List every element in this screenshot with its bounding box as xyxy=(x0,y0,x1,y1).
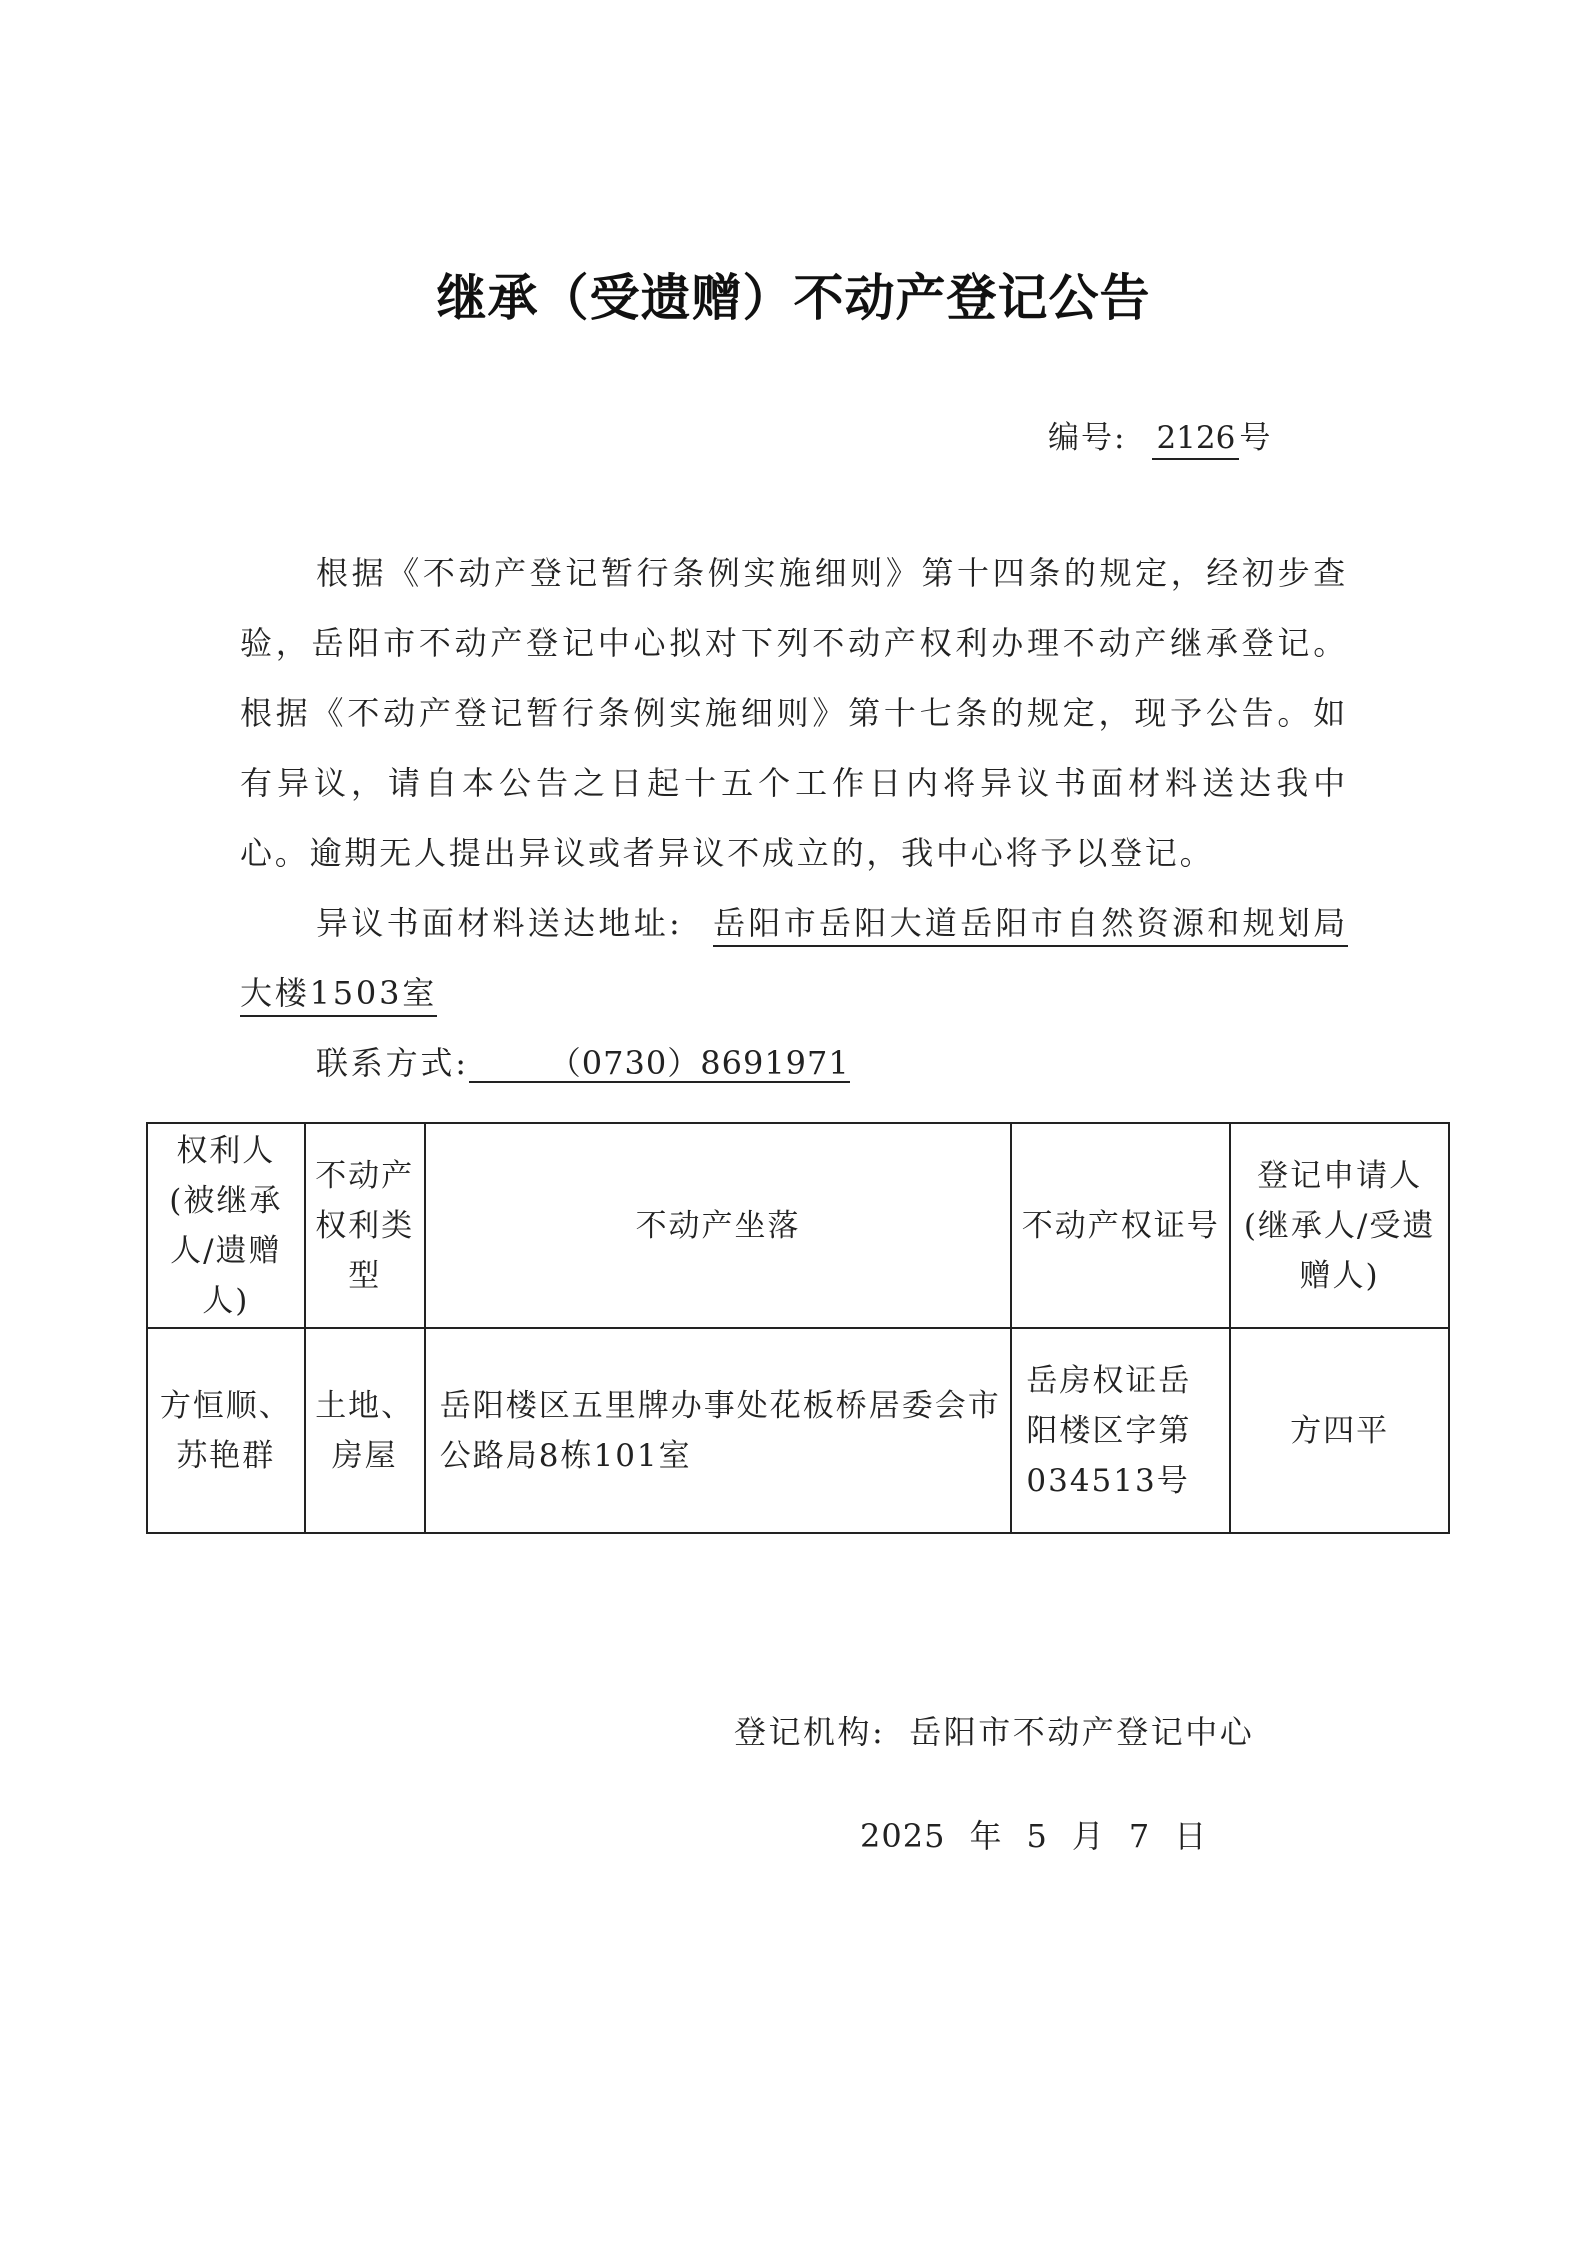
header-applicant: 登记申请人(继承人/受遗赠人) xyxy=(1230,1123,1449,1328)
header-right-type: 不动产权利类型 xyxy=(305,1123,425,1328)
registration-table xyxy=(146,1122,1450,1534)
contact-value: （0730）8691971 xyxy=(469,1045,850,1083)
address-value: 岳阳市岳阳大道岳阳市自然资源和规划局大楼1503室 xyxy=(240,904,1348,1017)
notice-date xyxy=(860,1811,1207,1857)
header-cert-no: 不动产权证号 xyxy=(1011,1123,1230,1328)
address-paragraph xyxy=(240,888,1348,1028)
notice-paragraph: 根据《不动产登记暂行条例实施细则》第十四条的规定，经初步查验，岳阳市不动产登记中心拟对下列不动产权利办理不动产继承登记。根据《不动产登记暂行条例实施细则》第十七条的规定，现予公告。如有异议，请自本公告之日起十五个工作日内将异议书面材料送达我中心。逾期无人提出异议或者异议不成立的，我中心将予以登记。 xyxy=(240,554,1348,872)
date-day: 7 xyxy=(1128,1817,1151,1855)
date-month: 5 xyxy=(1026,1817,1048,1855)
cell-applicant: 方四平 xyxy=(1230,1328,1449,1533)
document-number-label: 编号: xyxy=(1048,420,1127,456)
notice-body xyxy=(240,538,1348,1098)
contact-paragraph xyxy=(240,1028,1348,1098)
cell-owner: 方恒顺、苏艳群 xyxy=(147,1328,305,1533)
table-row xyxy=(147,1328,1449,1533)
cell-cert-no: 岳房权证岳阳楼区字第034513号 xyxy=(1011,1328,1230,1533)
table-header-row xyxy=(147,1123,1449,1328)
authority-name: 岳阳市不动产登记中心 xyxy=(909,1713,1255,1751)
date-month-unit: 月 xyxy=(1071,1817,1105,1855)
cell-location: 岳阳楼区五里牌办事处花板桥居委会市公路局8栋101室 xyxy=(425,1328,1012,1533)
date-year-unit: 年 xyxy=(969,1817,1003,1855)
date-day-unit: 日 xyxy=(1174,1817,1208,1855)
document-number-suffix: 号 xyxy=(1239,420,1273,456)
document-number xyxy=(1048,412,1272,460)
date-year: 2025 xyxy=(860,1817,946,1855)
header-owner: 权利人(被继承人/遗赠人) xyxy=(147,1123,305,1328)
contact-label: 联系方式: xyxy=(316,1044,469,1082)
address-label: 异议书面材料送达地址: xyxy=(316,904,683,942)
registration-authority xyxy=(734,1707,1254,1753)
header-location: 不动产坐落 xyxy=(425,1123,1012,1328)
cell-right-type: 土地、房屋 xyxy=(305,1328,425,1533)
notice-title: 继承（受遗赠）不动产登记公告 xyxy=(436,269,1151,327)
document-number-value: 2126 xyxy=(1152,418,1239,460)
authority-label: 登记机构: xyxy=(734,1713,886,1751)
